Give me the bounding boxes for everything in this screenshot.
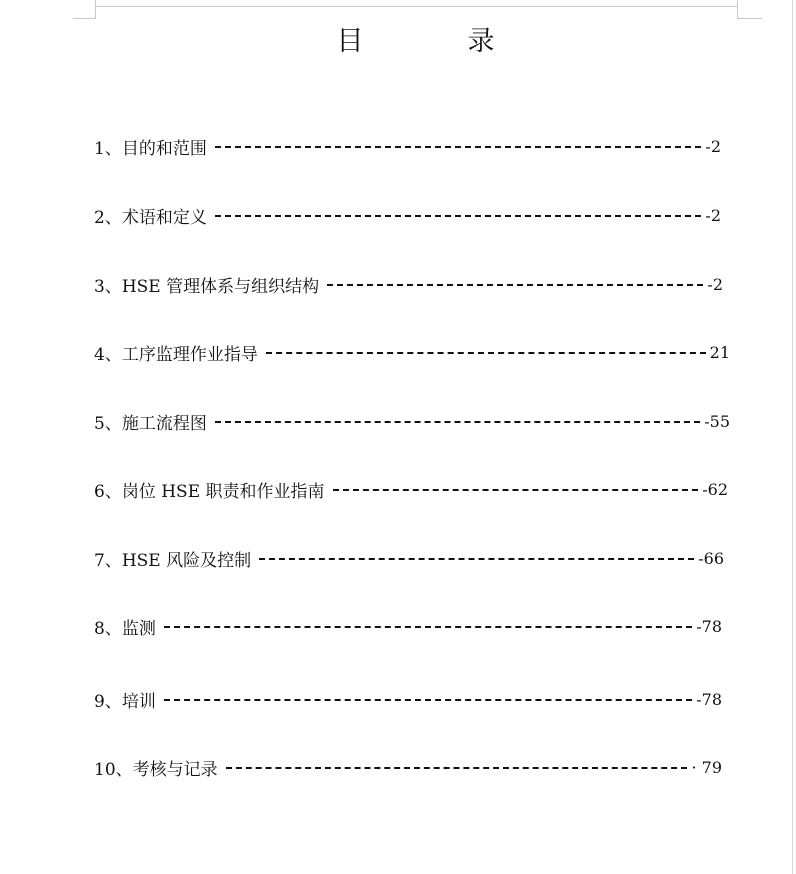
toc-page-number: · 79: [691, 757, 722, 777]
toc-page-number: -2: [707, 274, 723, 294]
toc-dash-leader: [215, 146, 702, 148]
toc-dash-leader: [164, 699, 692, 701]
toc-dash-leader: [259, 558, 694, 560]
title-char-2: 录: [467, 25, 495, 57]
page-corner-mark-top-left: [73, 0, 96, 19]
toc-entry-label: 10、考核与记录: [94, 759, 218, 780]
toc-page-number: -78: [696, 616, 722, 636]
toc-page-number: -2: [705, 136, 721, 156]
toc-entry-label: 1、目的和范围: [94, 138, 207, 159]
toc-entry-2[interactable]: [94, 203, 721, 227]
toc-entry-label: 7、HSE 风险及控制: [94, 550, 252, 571]
page-top-edge: [95, 6, 737, 7]
toc-entry-7[interactable]: [94, 546, 724, 570]
toc-entry-label: 6、岗位 HSE 职责和作业指南: [94, 481, 325, 502]
toc-dash-leader: [327, 284, 703, 286]
title-char-1: 目: [336, 25, 364, 57]
toc-page-number: -55: [704, 411, 730, 431]
page-corner-mark-top-right: [737, 0, 762, 19]
toc-entry-5[interactable]: [94, 409, 730, 433]
toc-dash-leader: [266, 352, 706, 354]
toc-entry-label: 5、施工流程图: [94, 413, 207, 434]
toc-entry-8[interactable]: [94, 614, 722, 638]
toc-entry-label: 8、监测: [94, 618, 156, 639]
page-right-edge: [792, 0, 793, 874]
toc-page-number: -2: [705, 205, 721, 225]
toc-page-number: -62: [702, 479, 728, 499]
toc-dash-leader: [333, 489, 699, 491]
toc-dash-leader: [215, 215, 702, 217]
toc-entry-4[interactable]: [94, 340, 730, 364]
page-title: [0, 20, 796, 56]
toc-entry-label: 2、术语和定义: [94, 207, 207, 228]
toc-entry-6[interactable]: [94, 477, 728, 501]
toc-dash-leader: [215, 421, 700, 423]
toc-entry-label: 3、HSE 管理体系与组织结构: [94, 276, 320, 297]
toc-entry-9[interactable]: [94, 687, 722, 711]
toc-page-number: 21: [709, 342, 730, 362]
toc-dash-leader: [164, 626, 692, 628]
toc-dash-leader: [226, 767, 688, 769]
toc-entry-3[interactable]: [94, 272, 723, 296]
toc-page-number: -78: [696, 689, 722, 709]
toc-entry-10[interactable]: [94, 755, 722, 779]
toc-page-number: -66: [698, 548, 724, 568]
toc-entry-1[interactable]: [94, 134, 721, 158]
toc-entry-label: 9、培训: [94, 691, 156, 712]
toc-entry-label: 4、工序监理作业指导: [94, 344, 258, 365]
